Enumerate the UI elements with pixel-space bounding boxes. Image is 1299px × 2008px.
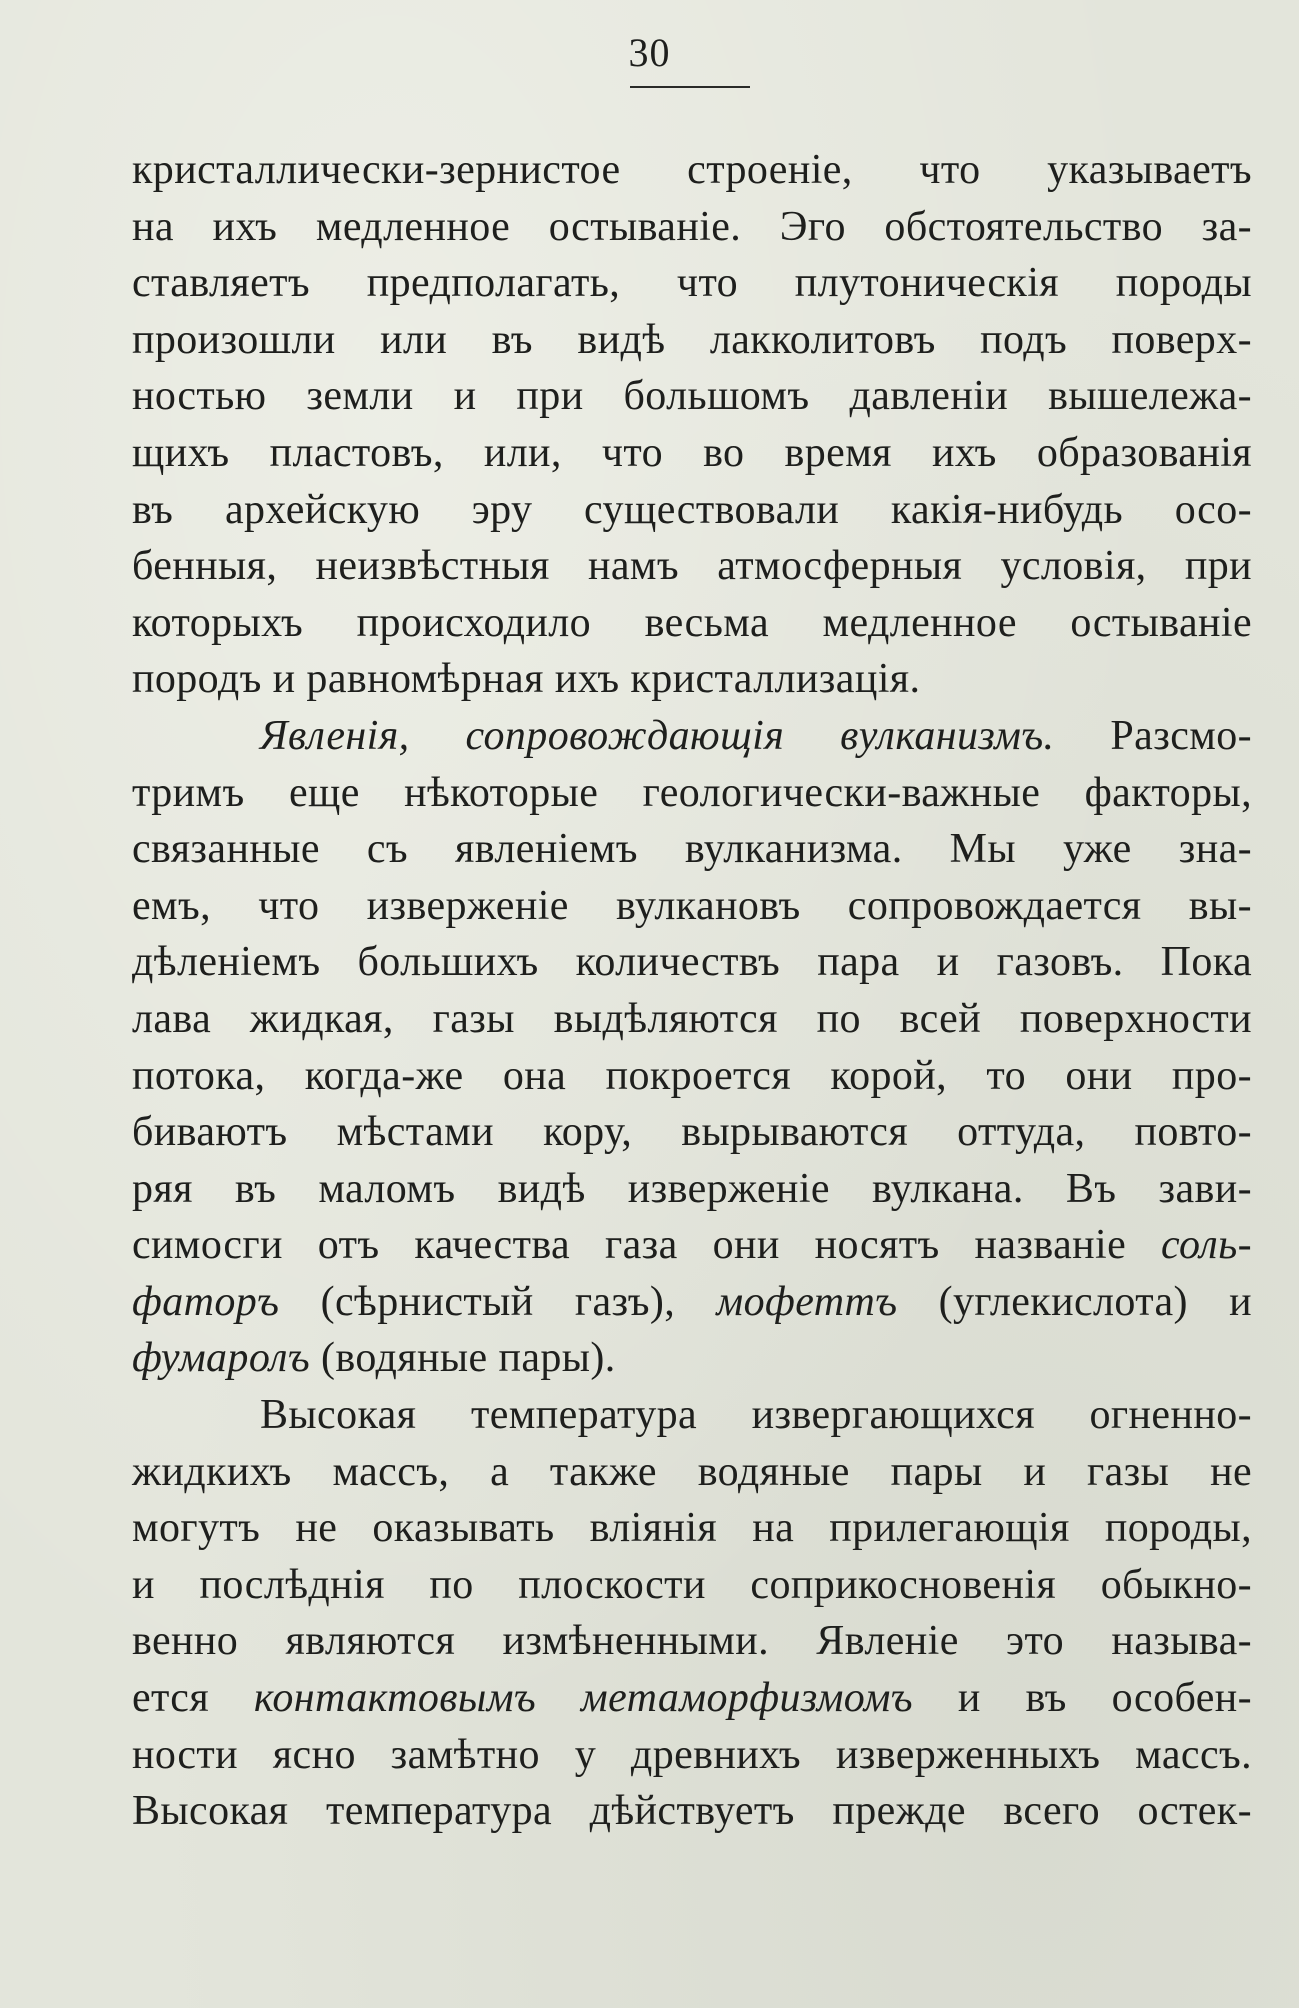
- term-italic: фаторъ: [132, 1278, 280, 1325]
- text-line: породъ и равномѣрная ихъ кристаллизацiя.: [132, 656, 921, 703]
- text-line: ставляетъ предполагать, что плутоническiя породы: [132, 260, 1252, 307]
- text-line: венно являются измѣненными. Явленiе это называ-: [132, 1618, 1252, 1665]
- text-line: дѣленiемъ большихъ количествъ пара и газовъ. Пока: [132, 939, 1252, 986]
- text-line: на ихъ медленное остыванiе. Эго обстоятельство за-: [132, 203, 1252, 250]
- text-line: ности ясно замѣтно у древнихъ изверженныхъ массъ.: [132, 1731, 1252, 1778]
- text-line: емъ, что изверженiе вулкановъ сопровождается вы-: [132, 882, 1252, 929]
- text-line: связанные съ явленiемъ вулканизма. Мы уже зна-: [132, 826, 1252, 873]
- text-fragment: (водяные пары).: [310, 1335, 616, 1382]
- text-line: Высокая температура извергающихся огненно-: [260, 1392, 1252, 1439]
- term-italic: контактовымъ метаморфизмомъ: [253, 1675, 914, 1722]
- text-fragment: симосги отъ качества газа они носятъ названiе: [132, 1222, 1162, 1269]
- text-line: биваютъ мѣстами кору, вырываются оттуда, повто-: [132, 1109, 1252, 1156]
- section-heading-line: [132, 708, 1252, 765]
- text-fragment: и въ особен-: [913, 1675, 1253, 1722]
- text-line: произошли или въ видѣ лакколитовъ подъ поверх-: [132, 316, 1252, 363]
- text-line: въ архейскую эру существовали какiя-нибудь осо-: [132, 486, 1252, 533]
- text-line: щихъ пластовъ, или, что во время ихъ образованiя: [132, 429, 1252, 476]
- text-line: кристаллически-зернистое строенiе, что указываетъ: [132, 147, 1252, 193]
- text-line: [132, 1670, 1252, 1727]
- text-line: [132, 1274, 1252, 1331]
- text-fragment: ется: [132, 1675, 254, 1722]
- text-line: ностью земли и при большомъ давленiи вышележа-: [132, 373, 1252, 420]
- text-line: тримъ еще нѣкоторые геологически-важные факторы,: [132, 769, 1252, 816]
- text-fragment: (углекислота) и: [897, 1278, 1253, 1325]
- text-line: [132, 1217, 1252, 1274]
- text-line: и послѣднiя по плоскости соприкосновенiя обыкно-: [132, 1561, 1252, 1608]
- term-italic: фумаролъ: [132, 1335, 311, 1382]
- text-line: жидкихъ массъ, а также водяные пары и газы не: [132, 1448, 1252, 1495]
- text-line: [132, 1330, 1252, 1387]
- page-number-underline: [630, 86, 750, 88]
- text-line: могутъ не оказывать влiянiя на прилегающiя породы,: [132, 1505, 1252, 1552]
- text-line: ряя въ маломъ видѣ изверженiе вулкана. Въ зави-: [132, 1165, 1252, 1212]
- text-line: Высокая температура дѣйствуетъ прежде всего остек-: [132, 1788, 1252, 1835]
- text-line: потока, когда-же она покроется корой, то они про-: [132, 1052, 1252, 1099]
- text-line: лава жидкая, газы выдѣляются по всей поверхности: [132, 995, 1252, 1042]
- text-fragment: Разсмо-: [1054, 712, 1252, 759]
- text-line: бенныя, неизвѣстныя намъ атмосферныя условiя, при: [132, 543, 1252, 590]
- term-italic: мофеттъ: [716, 1278, 898, 1325]
- text-line: которыхъ происходило весьма медленное остыванiе: [132, 599, 1252, 646]
- body-text: [132, 142, 1252, 1840]
- page-number: 30: [628, 30, 671, 75]
- section-heading: Явленiя, сопровождающiя вулканизмъ.: [260, 712, 1055, 759]
- term-italic: соль-: [1161, 1222, 1252, 1269]
- text-fragment: (сѣрнистый газъ),: [279, 1278, 717, 1325]
